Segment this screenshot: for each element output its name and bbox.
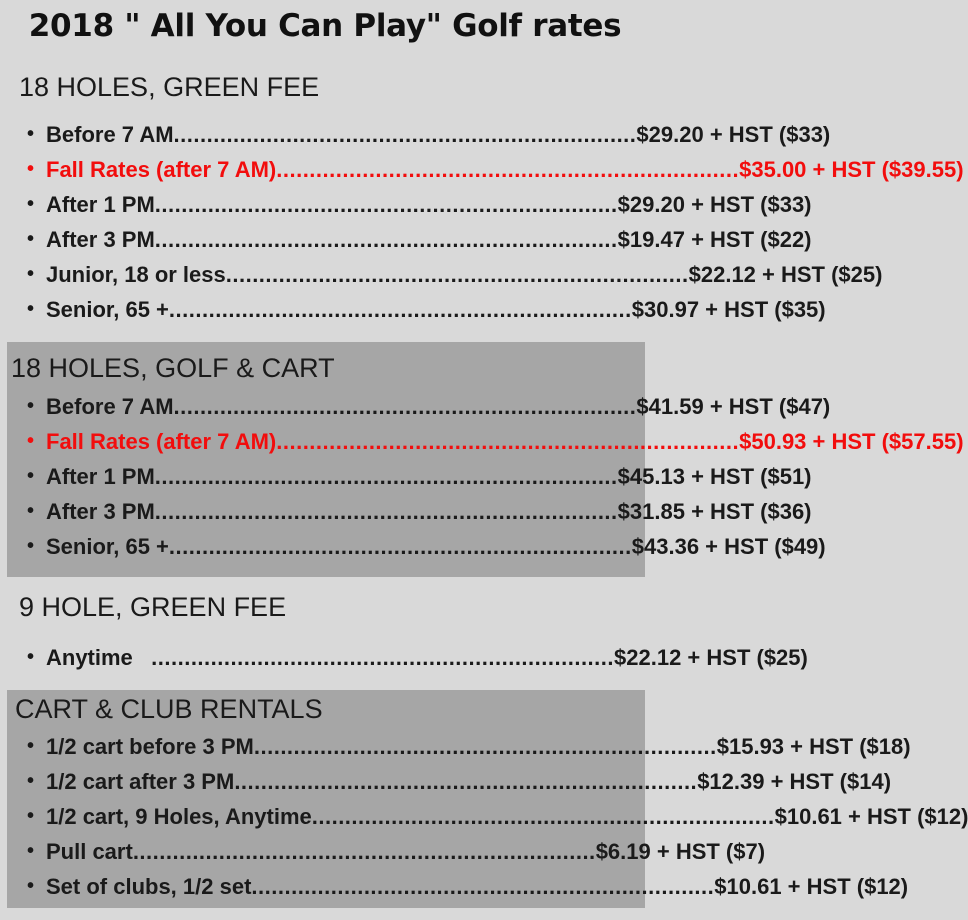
rate-price: $45.13 + HST ($51) <box>617 463 812 489</box>
rate-label: Senior, 65 + <box>46 296 169 322</box>
bullet-icon: • <box>27 228 35 250</box>
rate-row <box>27 729 911 764</box>
rate-row <box>27 389 831 424</box>
bullet-icon: • <box>27 875 35 897</box>
rate-row <box>27 222 812 257</box>
leader-dots: ...................................................................... <box>173 121 637 147</box>
rate-label: After 3 PM <box>46 498 155 524</box>
rate-label: After 3 PM <box>46 226 155 252</box>
leader-dots: ...................................................................... <box>154 463 618 489</box>
rate-label: Fall Rates (after 7 AM) <box>46 156 277 182</box>
leader-dots: ...................................................................... <box>154 226 618 252</box>
rate-price: $6.19 + HST ($7) <box>595 838 766 864</box>
section-rentals <box>7 690 968 908</box>
bullet-icon: • <box>27 298 35 320</box>
rate-price: $10.61 + HST ($12) <box>774 803 968 829</box>
rate-row <box>27 117 831 152</box>
bullet-icon: • <box>27 395 35 417</box>
rate-row <box>27 834 766 869</box>
bullet-icon: • <box>27 646 35 668</box>
rate-row <box>27 529 826 564</box>
bullet-icon: • <box>27 123 35 145</box>
rate-row <box>27 869 909 904</box>
rate-price: $30.97 + HST ($35) <box>631 296 826 322</box>
rate-price: $29.20 + HST ($33) <box>617 191 812 217</box>
leader-dots: ...................................................................... <box>251 873 715 899</box>
bullet-icon: • <box>27 770 35 792</box>
rate-row-highlight <box>27 152 964 187</box>
rate-label: 1/2 cart after 3 PM <box>46 768 235 794</box>
bullet-icon: • <box>27 263 35 285</box>
leader-dots: ...................................................................... <box>311 803 775 829</box>
section-heading: CART & CLUB RENTALS <box>15 694 323 724</box>
leader-dots: ...................................................................... <box>154 498 618 524</box>
rate-row-highlight <box>27 424 964 459</box>
section-heading: 18 HOLES, GOLF & CART <box>11 353 335 383</box>
rate-label: Junior, 18 or less <box>46 261 226 287</box>
rate-price: $31.85 + HST ($36) <box>617 498 812 524</box>
rate-price: $15.93 + HST ($18) <box>716 733 911 759</box>
rate-label: After 1 PM <box>46 463 155 489</box>
rate-row <box>27 187 812 222</box>
leader-dots: ...................................................................... <box>132 838 596 864</box>
section-green-fee <box>0 66 964 336</box>
section-heading: 9 HOLE, GREEN FEE <box>19 592 287 622</box>
leader-dots: ...................................................................... <box>276 428 740 454</box>
leader-dots: ...................................................................... <box>253 733 717 759</box>
bullet-icon: • <box>27 158 35 180</box>
leader-dots: ...................................................................... <box>168 296 632 322</box>
section-nine-hole <box>0 583 808 683</box>
leader-dots: ...................................................................... <box>173 393 637 419</box>
rate-row <box>27 799 968 834</box>
rate-price: $22.12 + HST ($25) <box>614 644 808 670</box>
rate-label: Pull cart <box>46 838 133 864</box>
rate-price: $22.12 + HST ($25) <box>688 261 883 287</box>
leader-dots: ...................................................................... <box>168 533 632 559</box>
section-golf-cart <box>7 342 964 577</box>
rate-row <box>27 764 892 799</box>
rate-price: $19.47 + HST ($22) <box>617 226 812 252</box>
rate-row <box>27 257 883 292</box>
rate-label: Set of clubs, 1/2 set <box>46 873 252 899</box>
bullet-icon: • <box>27 840 35 862</box>
rate-row <box>27 459 812 494</box>
rate-price: $43.36 + HST ($49) <box>631 533 826 559</box>
rate-label: Before 7 AM <box>46 121 174 147</box>
rate-price: $10.61 + HST ($12) <box>714 873 909 899</box>
rate-price: $29.20 + HST ($33) <box>636 121 831 147</box>
rate-label: 1/2 cart before 3 PM <box>46 733 254 759</box>
rate-row <box>27 292 826 327</box>
leader-dots: ...................................................................... <box>225 261 689 287</box>
rate-price: $50.93 + HST ($57.55) <box>739 428 964 454</box>
section-heading: 18 HOLES, GREEN FEE <box>19 72 320 102</box>
page-title: 2018 " All You Can Play" Golf rates <box>28 8 622 44</box>
bullet-icon: • <box>27 805 35 827</box>
rate-price: $35.00 + HST ($39.55) <box>739 156 964 182</box>
rate-row <box>27 640 808 675</box>
bullet-icon: • <box>27 500 35 522</box>
bullet-icon: • <box>27 193 35 215</box>
rate-label: After 1 PM <box>46 191 155 217</box>
rate-label: Anytime <box>46 644 152 670</box>
leader-dots: ...................................................................... <box>151 644 615 670</box>
bullet-icon: • <box>27 535 35 557</box>
rate-label: Senior, 65 + <box>46 533 169 559</box>
bullet-icon: • <box>27 735 35 757</box>
bullet-icon: • <box>27 465 35 487</box>
leader-dots: ...................................................................... <box>234 768 698 794</box>
rate-label: Fall Rates (after 7 AM) <box>46 428 277 454</box>
leader-dots: ...................................................................... <box>276 156 740 182</box>
rate-price: $41.59 + HST ($47) <box>636 393 831 419</box>
leader-dots: ...................................................................... <box>154 191 618 217</box>
rate-label: 1/2 cart, 9 Holes, Anytime <box>46 803 312 829</box>
rate-label: Before 7 AM <box>46 393 174 419</box>
bullet-icon: • <box>27 430 35 452</box>
rate-price: $12.39 + HST ($14) <box>697 768 892 794</box>
rate-row <box>27 494 812 529</box>
